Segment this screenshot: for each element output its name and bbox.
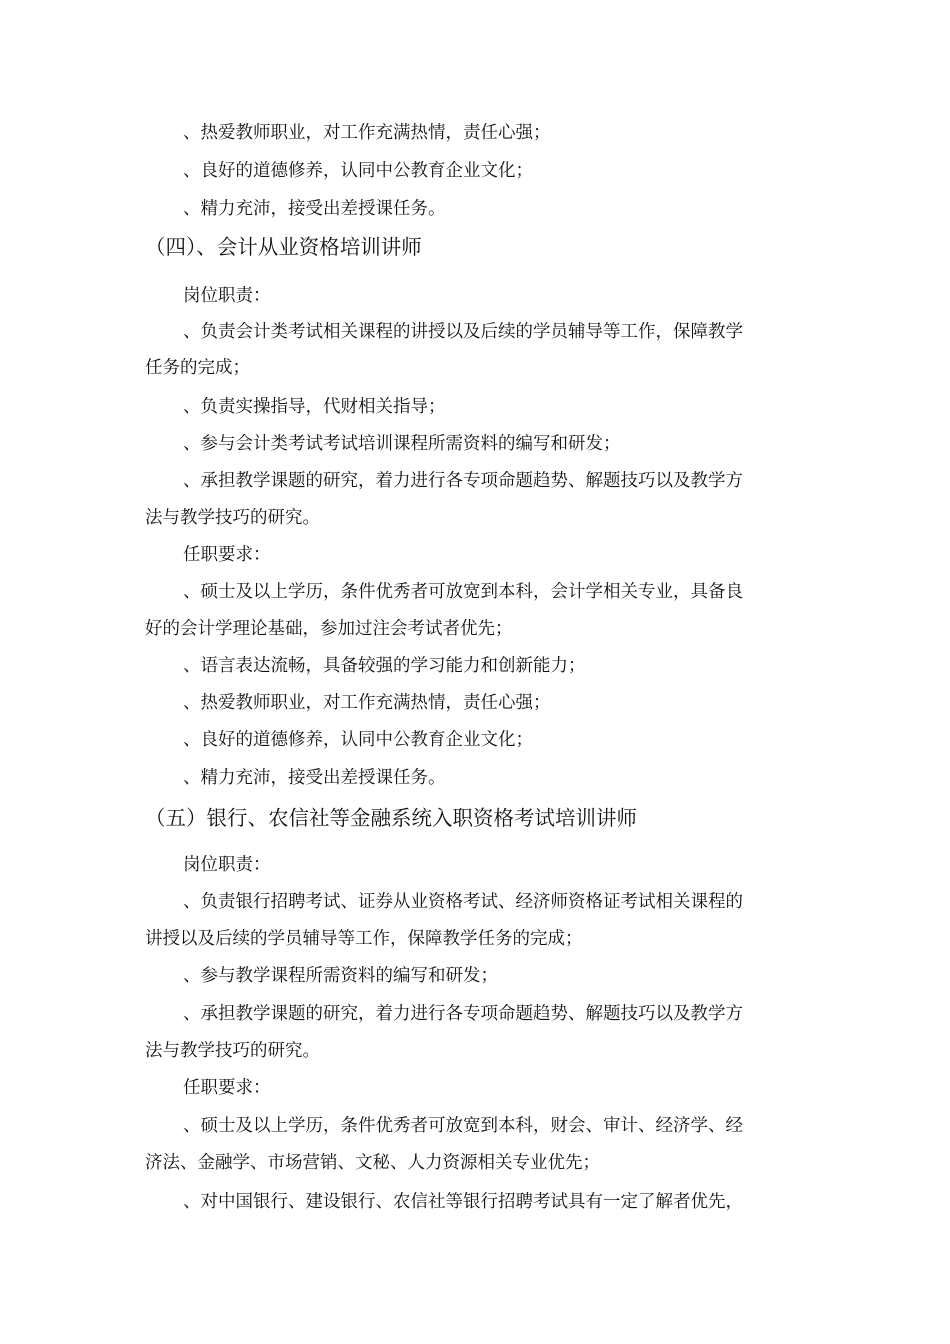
subheading: 岗位职责：: [183, 855, 271, 875]
text-line: 、硕士及以上学历，条件优秀者可放宽到本科，财会、审计、经济学、经: [183, 1116, 743, 1136]
text-line: 、对中国银行、建设银行、农信社等银行招聘考试具有一定了解者优先，: [183, 1192, 743, 1212]
text-line: 、参与教学课程所需资料的编写和研发；: [183, 966, 498, 986]
text-line: 、硕士及以上学历，条件优秀者可放宽到本科，会计学相关专业，具备良: [183, 582, 743, 602]
text-line: 讲授以及后续的学员辅导等工作，保障教学任务的完成；: [145, 929, 583, 949]
text-line: 好的会计学理论基础，参加过注会考试者优先；: [145, 619, 513, 639]
text-line: 、精力充沛，接受出差授课任务。: [183, 199, 446, 219]
text-line: 、参与会计类考试考试培训课程所需资料的编写和研发；: [183, 434, 621, 454]
text-line: 、良好的道德修养，认同中公教育企业文化；: [183, 161, 533, 181]
text-line: 、负责实操指导，代财相关指导；: [183, 397, 446, 417]
text-line: 、良好的道德修养，认同中公教育企业文化；: [183, 730, 533, 750]
text-line: 、负责会计类考试相关课程的讲授以及后续的学员辅导等工作，保障教学: [183, 322, 743, 342]
text-line: 济法、金融学、市场营销、文秘、人力资源相关专业优先；: [145, 1153, 600, 1173]
text-line: 、精力充沛，接受出差授课任务。: [183, 768, 446, 788]
text-line: 、热爱教师职业，对工作充满热情，责任心强；: [183, 123, 551, 143]
text-line: 、热爱教师职业，对工作充满热情，责任心强；: [183, 693, 551, 713]
section-heading: （五）银行、农信社等金融系统入职资格考试培训讲师: [145, 806, 637, 830]
subheading: 任职要求：: [183, 545, 271, 565]
text-line: 、语言表达流畅，具备较强的学习能力和创新能力；: [183, 656, 586, 676]
subheading: 任职要求：: [183, 1078, 271, 1098]
text-line: 任务的完成；: [145, 358, 250, 378]
section-heading: （四）、会计从业资格培训讲师: [145, 235, 422, 259]
text-line: 法与教学技巧的研究。: [145, 1041, 320, 1061]
text-line: 、负责银行招聘考试、证券从业资格考试、经济师资格证考试相关课程的: [183, 892, 743, 912]
subheading: 岗位职责：: [183, 286, 271, 306]
text-line: 、承担教学课题的研究，着力进行各专项命题趋势、解题技巧以及教学方: [183, 1004, 743, 1024]
text-line: 、承担教学课题的研究，着力进行各专项命题趋势、解题技巧以及教学方: [183, 471, 743, 491]
text-line: 法与教学技巧的研究。: [145, 508, 320, 528]
